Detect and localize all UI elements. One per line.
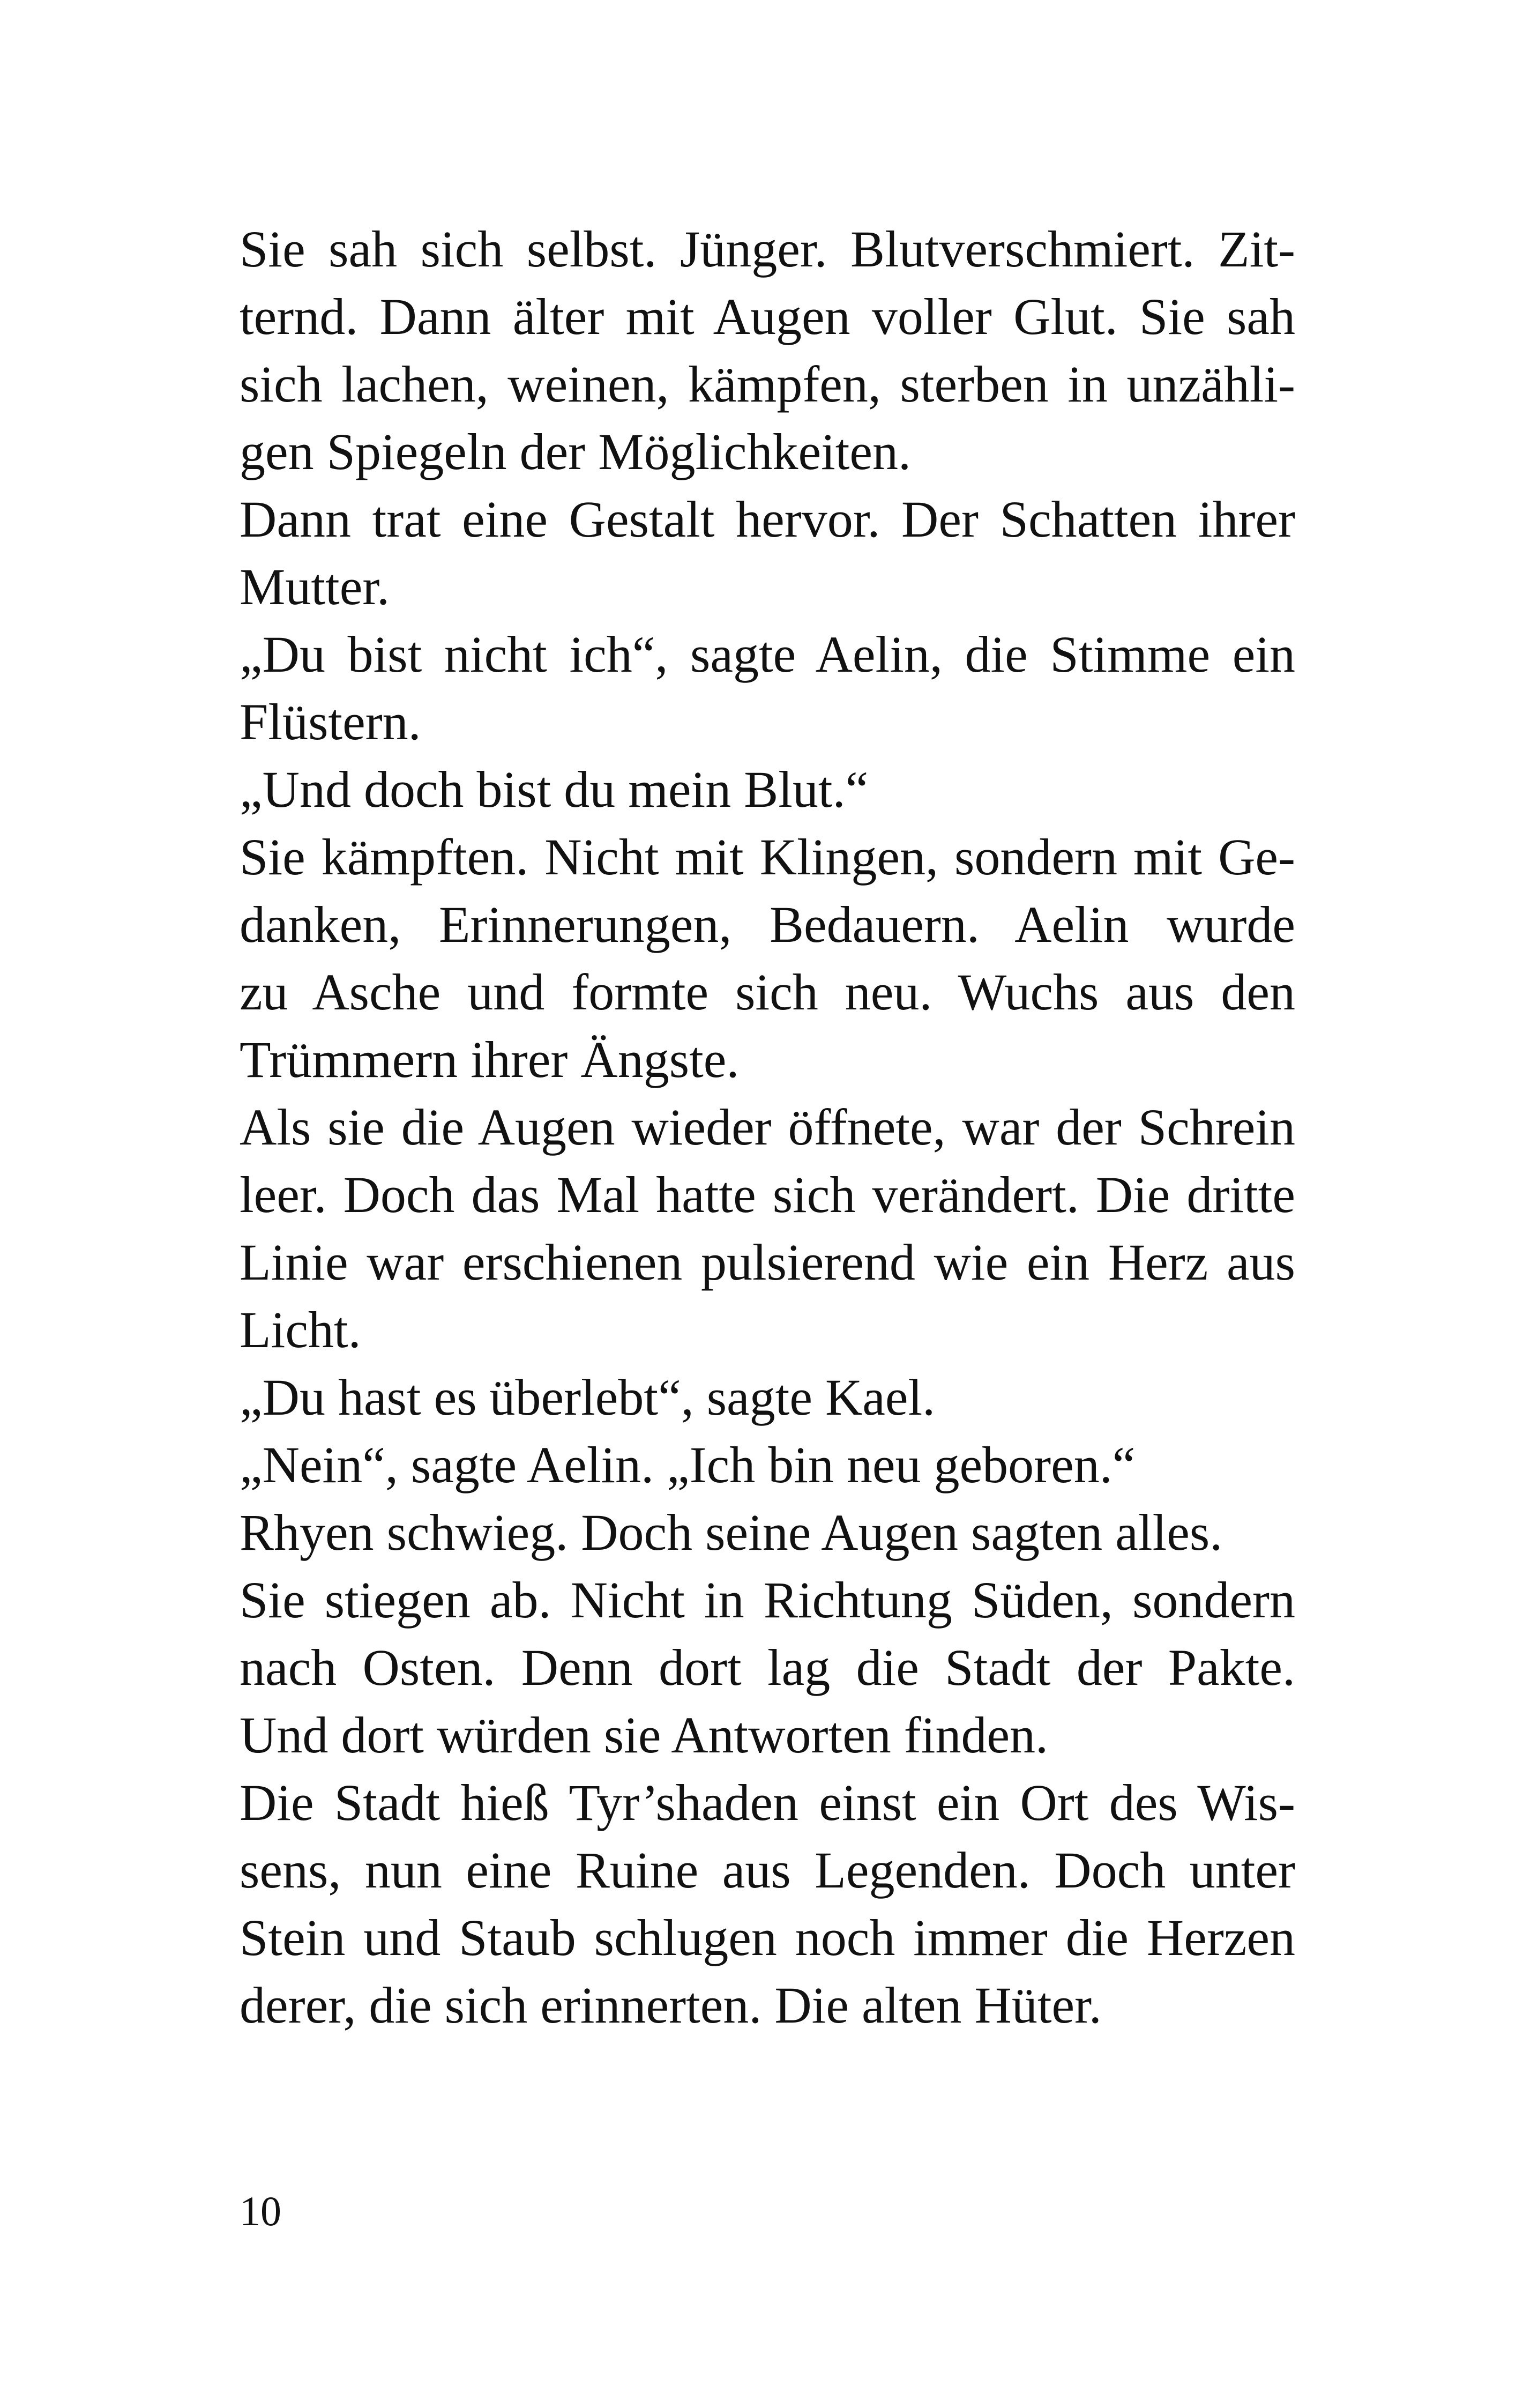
text-line: „Du hast es überlebt“, sagte Kael. [240,1369,936,1426]
text-line: Dann trat eine Gestalt hervor. Der Schatten ihrer [240,490,1295,548]
text-line: Sie stiegen ab. Nicht in Richtung Süden, sondern [240,1571,1295,1629]
text-line: leer. Doch das Mal hatte sich verändert. Die dritte [240,1166,1295,1223]
text-line: „Du bist nicht ich“, sagte Aelin, die Stimme ein [240,626,1295,683]
text-line: Stein und Staub schlugen noch immer die Herzen [240,1909,1295,1966]
text-line: sens, nun eine Ruine aus Legenden. Doch unter [240,1841,1295,1899]
text-line: Als sie die Augen wieder öffnete, war der Schrein [240,1098,1295,1156]
text-line: Die Stadt hieß Tyr’shaden einst ein Ort des Wis- [240,1774,1295,1831]
text-line: derer, die sich erinnerten. Die alten Hüter. [240,1976,1102,2034]
text-line: Linie war erschienen pulsierend wie ein Herz aus [240,1233,1295,1291]
text-line: zu Asche und formte sich neu. Wuchs aus den [240,963,1295,1021]
text-line: Trümmern ihrer Ängste. [240,1031,740,1088]
text-line: Sie sah sich selbst. Jünger. Blutverschmiert. Zit- [240,220,1295,278]
text-line: Sie kämpften. Nicht mit Klingen, sondern mit Ge- [240,828,1295,886]
page-number: 10 [240,2188,281,2234]
text-line: „Nein“, sagte Aelin. „Ich bin neu geboren.“ [240,1436,1136,1493]
text-line: gen Spiegeln der Möglichkeiten. [240,423,912,480]
text-line: Flüstern. [240,693,421,750]
text-line: sich lachen, weinen, kämpfen, sterben in unzähli- [240,355,1295,413]
text-line: Mutter. [240,558,390,615]
text-line: Licht. [240,1301,361,1358]
text-line: nach Osten. Denn dort lag die Stadt der Pakte. [240,1639,1295,1696]
text-line: Und dort würden sie Antworten finden. [240,1706,1049,1764]
text-line: danken, Erinnerungen, Bedauern. Aelin wurde [240,896,1295,953]
body-text [240,215,1295,2039]
text-line: „Und doch bist du mein Blut.“ [240,761,869,818]
text-line: ternd. Dann älter mit Augen voller Glut. Sie sah [240,288,1295,345]
text-line: Rhyen schwieg. Doch seine Augen sagten alles. [240,1504,1223,1561]
